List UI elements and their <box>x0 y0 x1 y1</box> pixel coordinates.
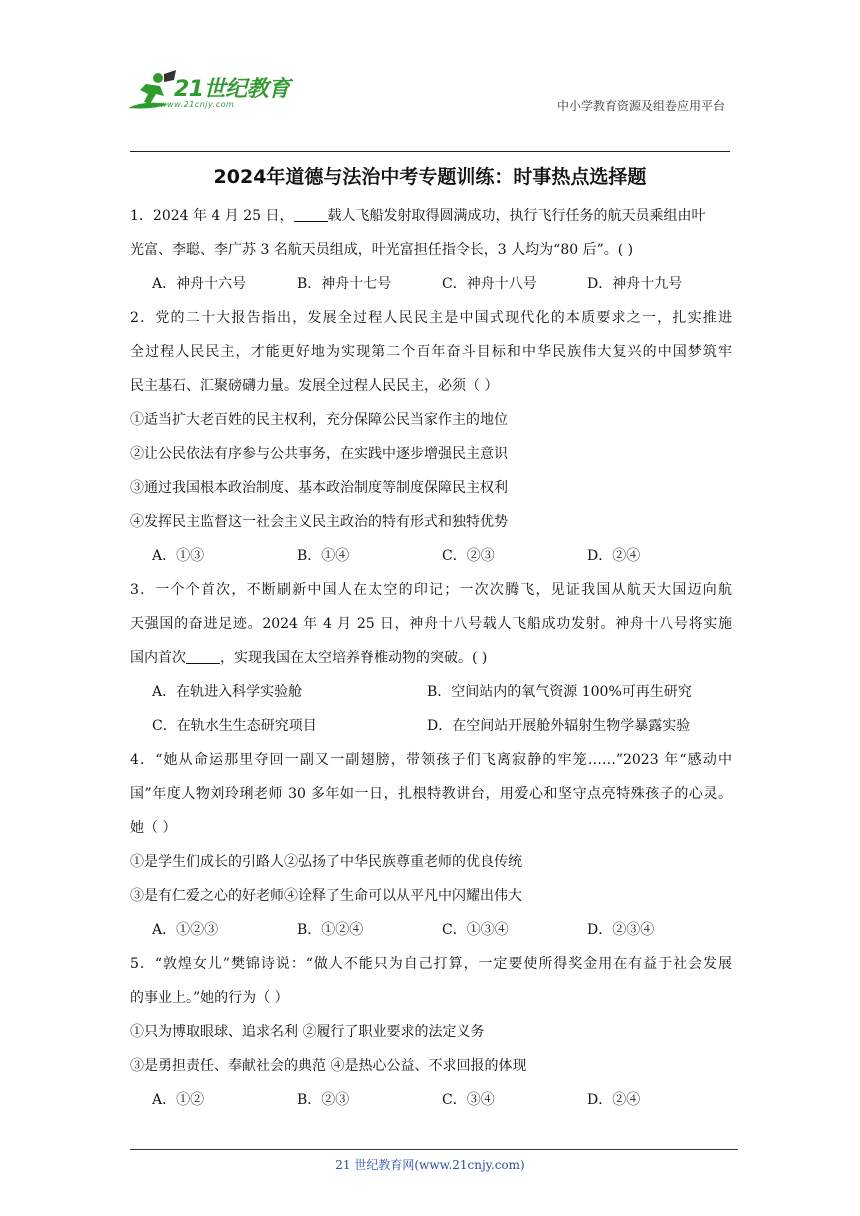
question-text: 天强国的奋进足迹。2024 年 4 月 25 日，神舟十八号载人飞船成功发射。神舟十八号将实施 <box>130 616 732 632</box>
question-text: 的事业上。”她的行为（ ） <box>130 990 289 1006</box>
question-5: 5．“敦煌女儿”樊锦诗说：“做人不能只为自己打算，一定要使所得奖金用在有益于社会发展 <box>130 956 732 972</box>
option-d: D．在空间站开展舱外辐射生物学暴露实验 <box>427 718 691 734</box>
option-a: A．神舟十六号 <box>152 276 247 292</box>
question-text <box>130 641 732 675</box>
option-a: A．①③ <box>152 548 205 564</box>
statement: ②让公民依法有序参与公共事务，在实践中逐步增强民主意识 <box>130 446 508 462</box>
option-d: D．②③④ <box>587 922 655 938</box>
options <box>130 675 732 709</box>
question-text: 国”年度人物刘玲琍老师 30 多年如一日，扎根特教讲台，用爱心和坚守点亮特殊孩子的心灵。 <box>130 786 732 802</box>
options <box>130 709 732 743</box>
statement: ①适当扩大老百姓的民主权利，充分保障公民当家作主的地位 <box>130 412 508 428</box>
statement: ③是有仁爱之心的好老师④诠释了生命可以从平凡中闪耀出伟大 <box>130 888 522 904</box>
answer-blank <box>186 647 220 664</box>
option-b: B．神舟十七号 <box>297 276 392 292</box>
question-text: 1．2024 年 4 月 25 日， <box>130 208 294 224</box>
statement: ③是勇担责任、奉献社会的典范 ④是热心公益、不求回报的体现 <box>130 1058 527 1074</box>
platform-name: 中小学教育资源及组卷应用平台 <box>556 99 725 113</box>
question-list <box>130 199 732 1117</box>
option-b: B．①②④ <box>297 922 364 938</box>
question-text: 国内首次 <box>130 650 186 666</box>
statement: ④发挥民主监督这一社会主义民主政治的特有形式和独特优势 <box>130 514 508 530</box>
question-3: 3．一个个首次，不断刷新中国人在太空的印记；一次次腾飞，见证我国从航天大国迈向航 <box>130 582 732 598</box>
option-d: D．②④ <box>587 1092 641 1108</box>
question-text: 光富、李聪、李广苏 3 名航天员组成，叶光富担任指令长，3 人均为“80 后”。( ) <box>130 242 634 258</box>
option-d: D．②④ <box>587 548 641 564</box>
option-c: C．①③④ <box>442 922 509 938</box>
question-text: 载人飞船发射取得圆满成功，执行飞行任务的航天员乘组由叶 <box>327 208 706 224</box>
statement: ①是学生们成长的引路人②弘扬了中华民族尊重老师的优良传统 <box>130 854 522 870</box>
logo-url: www.21cnjy.com <box>160 100 235 109</box>
question-text: 她（ ） <box>130 820 177 836</box>
question-text: ，实现我国在太空培养脊椎动物的突破。( ) <box>220 650 488 666</box>
footer-divider <box>130 1149 738 1150</box>
question-text: 民主基石、汇聚磅礴力量。发展全过程人民民主，必须（ ） <box>130 378 499 394</box>
logo <box>124 70 294 120</box>
option-a: A．在轨进入科学实验舱 <box>152 684 303 700</box>
question-2: 2．党的二十大报告指出，发展全过程人民民主是中国式现代化的本质要求之一，扎实推进 <box>130 310 732 326</box>
page-title: 2024年道德与法治中考专题训练：时事热点选择题 <box>213 166 647 188</box>
question-1 <box>130 199 732 233</box>
logo-text: 21世纪教育 <box>174 77 290 102</box>
option-b: B．②③ <box>297 1092 350 1108</box>
option-a: A．①② <box>152 1092 205 1108</box>
options <box>130 1083 732 1117</box>
question-4: 4．“她从命运那里夺回一副又一副翅膀，带领孩子们飞离寂静的牢笼……”2023 年“感动中 <box>130 752 732 768</box>
option-c: C．②③ <box>442 548 495 564</box>
option-a: A．①②③ <box>152 922 219 938</box>
options <box>130 913 732 947</box>
options <box>130 267 732 301</box>
question-text: 全过程人民民主，才能更好地为实现第二个百年奋斗目标和中华民族伟大复兴的中国梦筑牢 <box>130 344 732 360</box>
option-c: C．③④ <box>442 1092 495 1108</box>
option-c: C．神舟十八号 <box>442 276 537 292</box>
footer-link[interactable]: 21 世纪教育网(www.21cnjy.com) <box>335 1158 525 1172</box>
header-divider <box>130 151 730 152</box>
option-b: B．①④ <box>297 548 350 564</box>
statement: ①只为博取眼球、追求名利 ②履行了职业要求的法定义务 <box>130 1024 485 1040</box>
answer-blank <box>294 205 328 222</box>
statement: ③通过我国根本政治制度、基本政治制度等制度保障民主权利 <box>130 480 508 496</box>
options <box>130 539 732 573</box>
option-d: D．神舟十九号 <box>587 276 683 292</box>
option-b: B．空间站内的氧气资源 100%可再生研究 <box>427 684 692 700</box>
option-c: C．在轨水生生态研究项目 <box>152 718 317 734</box>
